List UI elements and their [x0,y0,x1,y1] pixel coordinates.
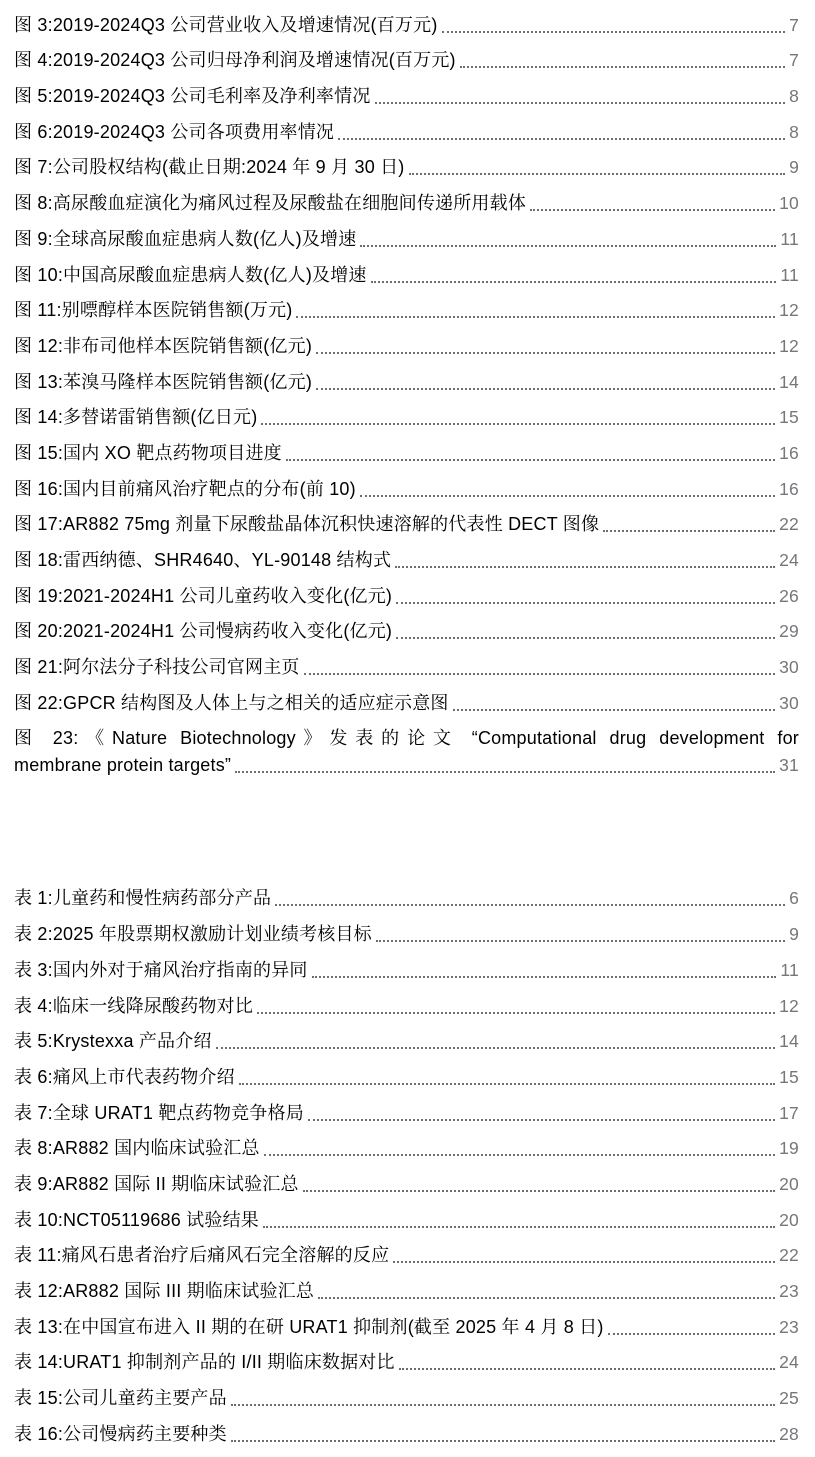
toc-entry-label: 图 3: [14,14,53,35]
dot-leader [286,459,775,461]
toc-entry[interactable] [14,216,799,252]
dot-leader [399,1368,775,1370]
dot-leader [393,1261,775,1263]
dot-leader [257,1012,775,1014]
toc-entry-label: 表 14: [14,1352,64,1373]
toc-page-number: 30 [779,692,799,713]
toc-page-number: 22 [779,514,799,535]
toc-page-number: 31 [779,754,799,775]
toc-entry-label: 表 7: [14,1102,53,1123]
toc-entry-title: 阿尔法分子科技公司官网主页 [63,657,300,678]
dot-leader [603,530,775,532]
dot-leader [360,245,776,247]
dot-leader [231,1404,775,1406]
toc-entry-title: 全球 URAT1 靶点药物竞争格局 [52,1102,304,1123]
toc-entry-title: 2021-2024H1 公司慢病药收入变化(亿元) [63,621,393,642]
toc-page-number: 28 [779,1423,799,1444]
toc-entry-label: 图 7: [14,157,53,178]
toc-entry-title: 苯溴马隆样本医院销售额(亿元) [63,371,313,392]
toc-entry-title: 2019-2024Q3 公司营业收入及增速情况(百万元) [52,14,438,35]
toc-entry-label: 表 15: [14,1388,64,1409]
toc-entry-label: 图 14: [14,407,64,428]
toc-entry-title: AR882 国际 III 期临床试验汇总 [63,1281,315,1301]
toc-entry-label: 表 10: [14,1209,64,1230]
toc-page-number: 23 [779,1316,799,1337]
toc-entry-label: 图 12: [14,335,64,356]
toc-entry-label: 图 4: [14,50,53,71]
toc-entry[interactable] [14,430,799,466]
toc-entry[interactable] [14,180,799,216]
toc-entry[interactable] [14,983,799,1019]
toc-entry-label: 表 16: [14,1423,64,1444]
toc-page-number: 16 [779,442,799,463]
toc-page-number: 12 [779,300,799,321]
toc-page-number: 7 [789,50,799,71]
toc-entry-title: URAT1 抑制剂产品的 I/II 期临床数据对比 [63,1352,395,1373]
dot-leader [303,1190,775,1192]
toc-entry[interactable] [14,1090,799,1126]
dot-leader [235,771,775,773]
toc-entry-label: 表 11: [14,1245,62,1266]
dot-leader [608,1333,776,1335]
toc-page-number: 16 [779,478,799,499]
toc-entry-title: 痛风石患者治疗后痛风石完全溶解的反应 [61,1245,390,1266]
dot-leader [453,709,775,711]
dot-leader [275,904,785,906]
toc-page-number: 7 [789,14,799,35]
toc-entry-line2 [14,751,799,778]
toc-entry[interactable] [14,680,799,716]
toc-entry[interactable] [14,502,799,538]
dot-leader [530,209,775,211]
dot-leader [264,1154,775,1156]
toc-entry[interactable] [14,1019,799,1055]
dot-leader [261,423,775,425]
toc-entry-title: 别嘌醇样本医院销售额(万元) [61,300,293,321]
dot-leader [442,31,786,33]
toc-entry-label: 图 20: [14,621,64,642]
toc-entry[interactable] [14,609,799,645]
toc-page-number: 9 [789,157,799,178]
toc-entry[interactable] [14,876,799,912]
toc-entry-title: 2021-2024H1 公司儿童药收入变化(亿元) [63,585,393,606]
toc-page-number: 23 [779,1281,799,1301]
toc-entry[interactable] [14,1054,799,1090]
toc-page-number: 19 [779,1138,799,1159]
toc-entry-title: 国内目前痛风治疗靶点的分布(前 10) [63,478,356,499]
dot-leader [296,316,775,318]
toc-entry-title: 2025 年股票期权激励计划业绩考核目标 [52,924,372,945]
toc-entry-label: 图 13: [14,371,64,392]
toc-entry[interactable] [14,911,799,947]
toc-page-number: 30 [779,657,799,678]
toc-entry[interactable] [14,466,799,502]
toc-entry-title: 国内 XO 靶点药物项目进度 [63,442,282,463]
toc-page-number: 12 [779,995,799,1016]
toc-entry[interactable] [14,1161,799,1197]
dot-leader [371,281,777,283]
toc-entry-label: 表 13: [14,1316,64,1337]
toc-page-number: 15 [779,1066,799,1087]
dot-leader [375,102,786,104]
toc-entry[interactable] [14,1304,799,1340]
toc-page-number: 10 [779,193,799,214]
toc-entry[interactable] [14,38,799,74]
toc-entry-title: 全球高尿酸血症患病人数(亿人)及增速 [52,228,357,249]
toc-entry[interactable] [14,2,799,38]
toc-page-number: 11 [780,228,799,249]
toc-entry-label: 表 12: [14,1281,64,1301]
toc-entry-label: 图 18: [14,550,64,570]
toc-entry[interactable] [14,1268,799,1304]
toc-entry[interactable] [14,73,799,109]
toc-entry-title: 多替诺雷销售额(亿日元) [63,407,258,428]
dot-leader [460,66,785,68]
toc-page-number: 12 [779,335,799,356]
toc-page-number: 24 [779,550,799,570]
toc-entry[interactable] [14,288,799,324]
toc-page-number: 29 [779,621,799,642]
toc-entry-label: 图 16: [14,478,64,499]
toc-entry-title: GPCR 结构图及人体上与之相关的适应症示意图 [63,692,449,713]
toc-entry-label: 图 22: [14,692,64,713]
toc-entry-label: 图 17: [14,514,64,535]
toc-entry-title: 在中国宣布进入 II 期的在研 URAT1 抑制剂(截至 2025 年 4 月 8 日) [63,1316,604,1337]
toc-entry-label: 图 8: [14,193,53,214]
toc-page-number: 6 [789,888,799,909]
dot-leader [312,976,777,978]
toc-page-number: 17 [779,1102,799,1123]
toc-entry-label: 图 5: [14,86,53,107]
toc-entry-title: NCT05119686 试验结果 [63,1209,259,1230]
toc-entry[interactable] [14,1126,799,1162]
toc-entry-title: 中国高尿酸血症患病人数(亿人)及增速 [63,264,367,285]
toc-entry-label: 表 1: [14,888,53,909]
dot-leader [360,495,775,497]
toc-entry-label: 表 9: [14,1173,53,1194]
toc-entry-label: 表 6: [14,1066,53,1087]
toc-page-number: 20 [779,1209,799,1230]
dot-leader [263,1226,775,1228]
dot-leader [396,602,775,604]
toc-entry[interactable] [14,1197,799,1233]
dot-leader [216,1047,775,1049]
toc-page-number: 11 [780,959,799,980]
toc-entry-label: 图 15: [14,442,64,463]
toc-entry-title: 2019-2024Q3 公司归母净利润及增速情况(百万元) [52,50,456,71]
toc-entry[interactable] [14,323,799,359]
dot-leader [304,673,775,675]
toc-entry-title: 2019-2024Q3 公司毛利率及净利率情况 [52,86,371,107]
dot-leader [395,566,775,568]
toc-entry-title: 高尿酸血症演化为痛风过程及尿酸盐在细胞间传递所用载体 [52,193,527,214]
toc-entry-label: 表 4: [14,995,53,1016]
toc-entry[interactable] [14,1233,799,1269]
toc-page-number: 14 [779,371,799,392]
dot-leader [316,352,775,354]
toc-entry[interactable] [14,947,799,983]
toc-entry-label: 表 2: [14,924,53,945]
toc-page-number: 8 [789,86,799,107]
toc-entry-title: AR882 国内临床试验汇总 [52,1138,260,1159]
dot-leader [396,637,775,639]
toc-entry-title: 痛风上市代表药物介绍 [52,1066,235,1087]
toc-page-number: 8 [789,121,799,142]
toc-page-number: 11 [780,264,799,285]
toc-entry-title: 非布司他样本医院销售额(亿元) [63,335,313,356]
dot-leader [231,1440,775,1442]
toc-entry[interactable] [14,1411,799,1447]
toc-entry[interactable] [14,716,799,778]
toc-entry-label: 图 9: [14,228,53,249]
toc-entry-title: AR882 国际 II 期临床试验汇总 [52,1173,299,1194]
toc-page-number: 22 [779,1245,799,1266]
toc-page-number: 14 [779,1031,799,1052]
dot-leader [318,1297,775,1299]
toc-page-number: 9 [789,924,799,945]
toc-entry-title: Krystexxa 产品介绍 [52,1031,212,1052]
dot-leader [316,388,775,390]
toc-page-number: 24 [779,1352,799,1373]
dot-leader [308,1119,775,1121]
toc-entry-label: 图 21: [14,657,64,678]
toc-page-number: 20 [779,1173,799,1194]
toc-entry[interactable] [14,537,799,573]
toc-entry[interactable] [14,145,799,181]
toc-entry[interactable] [14,395,799,431]
toc-page-number: 25 [779,1388,799,1409]
toc-entry[interactable] [14,1375,799,1411]
toc-entry-title: 雷西纳德、SHR4640、YL-90148 结构式 [63,550,392,570]
toc-entry-label: 图 19: [14,585,64,606]
dot-leader [338,138,785,140]
tables-toc-section [14,876,799,1447]
toc-entry-title: 公司儿童药主要产品 [63,1388,227,1409]
toc-entry-label: 图 10: [14,264,64,285]
toc-entry-label: 图 6: [14,121,53,142]
figures-toc-section [14,2,799,778]
toc-entry[interactable] [14,252,799,288]
toc-entry-line1 [14,726,799,751]
toc-entry[interactable] [14,644,799,680]
toc-entry-title: 临床一线降尿酸药物对比 [52,995,254,1016]
dot-leader [409,173,786,175]
toc-entry-label: 表 8: [14,1138,53,1159]
toc-entry-title: 公司慢病药主要种类 [63,1423,227,1444]
dot-leader [376,940,785,942]
toc-entry-title-continued: membrane protein targets” [14,754,232,775]
toc-entry-title: 公司股权结构(截止日期:2024 年 9 月 30 日) [52,157,405,178]
toc-entry-label: 图 23: [14,727,79,748]
toc-entry-title: 儿童药和慢性病药部分产品 [52,888,272,909]
toc-entry-label: 表 5: [14,1031,53,1052]
toc-entry-title: 《Nature Biotechnology》发表的论文 “Computational drug development for [78,727,800,748]
toc-entry-label: 图 11: [14,300,62,321]
toc-entry-title: AR882 75mg 剂量下尿酸盐晶体沉积快速溶解的代表性 DECT 图像 [63,514,600,535]
toc-entry[interactable] [14,573,799,609]
dot-leader [239,1083,775,1085]
toc-page-number: 15 [779,407,799,428]
toc-entry-title: 2019-2024Q3 公司各项费用率情况 [52,121,335,142]
toc-entry-title: 国内外对于痛风治疗指南的异同 [52,959,308,980]
toc-entry-label: 表 3: [14,959,53,980]
toc-page-number: 26 [779,585,799,606]
toc-entry[interactable] [14,109,799,145]
toc-entry[interactable] [14,359,799,395]
toc-entry[interactable] [14,1340,799,1376]
